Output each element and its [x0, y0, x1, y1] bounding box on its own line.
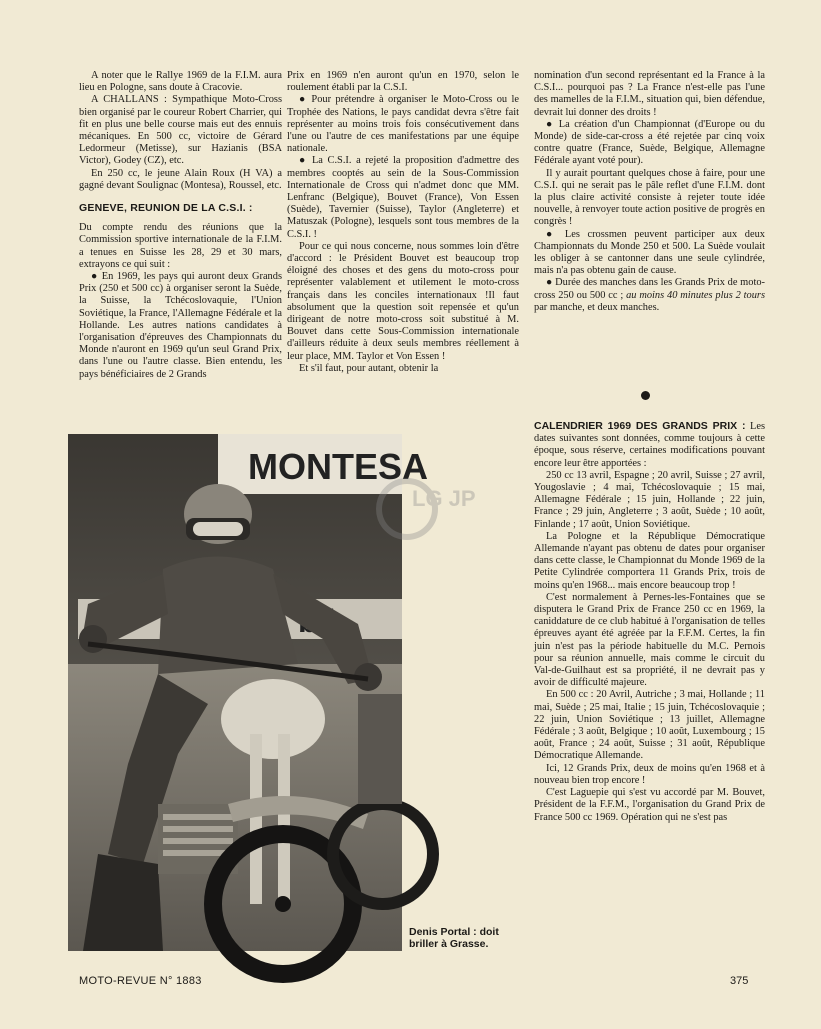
rider-photo: [68, 434, 428, 951]
column-3-calendar: [534, 420, 765, 824]
watermark-text: LG JP: [412, 486, 476, 511]
paragraph: En 500 cc : 20 Avril, Autriche ; 3 mai, Hollande ; 11 mai, Suède ; 25 mai, Italie ; 15 juin, Tchécoslovaquie ; 22 juin, Union Soviétique ; 13 juillet, Allemagne Fédérale ; 3 août, Belgique ; 10 août, Luxembourg ; 15 août, France ; 24 août, Suisse ; 31 août, République Démocratique Allemande.: [534, 689, 765, 762]
paragraph: Il y aurait pourtant quelques chose à faire, pour une C.S.I. qui ne serait pas le pâle reflet d'une F.I.M. dont la plus claire activité consiste à rejeter toute idée nouvelle, à renvoyer toute action positive de progrès en congrès !: [534, 167, 765, 228]
paragraph: nomination d'un second représentant ed la France à la C.S.I... pourquoi pas ? La France n'est-elle pas l'une des mamelles de la F.I.M., situation qui, bien défendue, devrait lui donner des droits !: [534, 70, 765, 118]
footer-page-number: 375: [730, 975, 749, 987]
bullet-paragraph: [287, 155, 519, 240]
paragraph-text: par manche, et deux manches.: [534, 301, 660, 313]
paragraph: [534, 420, 765, 470]
column-2: [287, 70, 519, 375]
photo-caption: Denis Portal : doit briller à Grasse.: [409, 926, 499, 950]
footer-magazine-issue: MOTO-REVUE N° 1883: [79, 975, 202, 987]
paragraph: A CHALLANS : Sympathique Moto-Cross bien organisé par le coureur Robert Charrier, qui fit en plus une belle course mais eut des ennuis mécaniques. En 500 cc, victoire de Gérard Ledormeur (Metisse), sur Hazianis (BSA Victor), Godey (CZ), etc.: [79, 94, 282, 167]
paragraph-text: Pour prétendre à organiser le Moto-Cross ou le Trophée des Nations, le pays candidat devra s'être fait représenter au moins trois fois consécutivement dans l'une ou l'autre de ces manifestations par une équipe nationale.: [287, 94, 519, 155]
paragraph: 250 cc 13 avril, Espagne ; 20 avril, Suisse ; 27 avril, Yougoslavie ; 4 mai, Tchécoslovaquie ; 15 mai, Allemagne Fédérale ; 15 juin, Hollande ; 22 juin, France ; 29 juin, Angleterre ; 3 août, Suède ; 10 août, Finlande ; 17 août, Union Soviétique.: [534, 469, 765, 530]
section-heading-calendrier: CALENDRIER 1969 DES GRANDS PRIX :: [534, 420, 746, 432]
paragraph-text: Les dates suivantes sont données, comme toujours à cette époque, sous réserve, certaines modifications pouvant encore leur être apportées :: [534, 421, 766, 469]
bullet-icon: ●: [299, 155, 308, 167]
column-1: [79, 70, 282, 381]
bullet-icon: ●: [299, 94, 308, 106]
paragraph-text: Durée des manches dans les Grands Prix de moto-cross 250 ou 500 cc ;: [534, 277, 765, 301]
paragraph: En 250 cc, le jeune Alain Roux (H VA) a gagné devant Soulignac (Montesa), Roussel, etc.: [79, 167, 282, 191]
bullet-icon: ●: [546, 228, 558, 240]
paragraph: A noter que le Rallye 1969 de la F.I.M. aura lieu en Pologne, sans doute à Cracovie.: [79, 70, 282, 94]
section-separator-dot: [641, 391, 650, 400]
section-heading-geneve: GENEVE, REUNION DE LA C.S.I. :: [79, 202, 253, 215]
rider-photo-image: [68, 434, 428, 951]
paragraph-text: Les crossmen peuvent participer aux deux Championnats du Monde 250 et 500. La Suède voulait les obliger à se cantonner dans une seule cylindrée, mais n'a pas obtenu gain de cause.: [534, 228, 765, 277]
paragraph-text: La création d'un Championnat (d'Europe ou du Monde) de side-car-cross a été rejetée par cinq voix contre quatre (France, Suède, Belgique, Allemagne Fédérale ayant voté pour).: [534, 118, 765, 167]
column-3: [534, 70, 765, 314]
paragraph: La Pologne et la République Démocratique Allemande n'ayant pas obtenu de dates pour organiser dans cette classe, le Championnat du Monde 1969 de la Petite Cylindrée comportera 11 Grands Prix, trois de moins qu'en 1968... mais encore beaucoup trop !: [534, 530, 765, 591]
bullet-paragraph: [287, 94, 519, 155]
bullet-icon: ●: [91, 271, 99, 283]
paragraph: Pour ce qui nous concerne, nous sommes loin d'être d'accord : le Président Bouvet est beaucoup trop éloigné des choses et des gens du moto-cross pour représenter valablement et utilement le moto-cross français dans les conciles internationaux !Il faut absolument que la question soit repensée et qu'un dirigeant de notre moto-cross soit substitué à M. Bouvet dans cette Sous-Commission internationale d'ailleurs réduite à deux seuls membres réellement à leur place, MM. Taylor et Von Essen !: [287, 240, 519, 362]
paragraph: Ici, 12 Grands Prix, deux de moins qu'en 1968 et à nouveau bien trop encore !: [534, 762, 765, 786]
bullet-paragraph: [534, 119, 765, 168]
banner-text: MONTESA: [248, 446, 428, 487]
bullet-paragraph: [534, 229, 765, 278]
paragraph: Prix en 1969 n'en auront qu'un en 1970, selon le roulement établi par la C.S.I.: [287, 70, 519, 94]
paragraph: C'est normalement à Pernes-les-Fontaines que se disputera le Grand Prix de France 250 cc en 1969, la caniddature de ce club habitué à l'organisation de telles épreuves ayant été agréée par la F.F.M. Certes, la fin juin n'est pas la période habituelle du M.C. Pernois pour sa réunion annuelle, mais comme le circuit du Val-de-Guilhaut est sa propriété, il ne devrait pas y avoir de difficulté majeure.: [534, 591, 765, 689]
bullet-paragraph: [79, 271, 282, 381]
paragraph: Du compte rendu des réunions que la Commission sportive internationale de la F.I.M. a tenues en Suisse les 28, 29 et 30 mars, extrayons ce qui suit :: [79, 222, 282, 270]
paragraph: Et s'il faut, pour autant, obtenir la: [299, 362, 439, 374]
emphasis-text: au moins 40 minutes plus 2 tours: [626, 289, 765, 301]
paragraph-text: La C.S.I. a rejeté la proposition d'admettre des membres cooptés au sein de la Sous-Commission Internationale de Cross qui n'admet donc que MM. Lenfranc (Belgique), Bouvet (France), Von Essen (Suède), Tavernier (Suisse), Taylor (Angleterre) et Matuszak (Pologne), lesquels sont tous membres de la C.S.I. !: [287, 155, 519, 240]
bullet-icon: ●: [546, 118, 555, 130]
watermark-logo: [372, 474, 476, 544]
bullet-paragraph: [534, 277, 765, 314]
paragraph: C'est Laguepie qui s'est vu accordé par M. Bouvet, Président de la F.F.M., l'organisation du Grand Prix de France 500 cc 1969. Opération qui ne s'est pas: [534, 787, 765, 823]
paragraph-text: En 1969, les pays qui auront deux Grands Prix (250 et 500 cc) à organiser seront la Suède, la Suisse, la Tchécoslovaquie, l'Union Soviétique, la France, l'Allemagne Fédérale et la Hollande. Les autres nations candidates à l'organisation d'épreuves des Championnats du Monde n'auront en 1969 qu'un seul Grand Prix, dans l'une ou l'autre classe. Bien entendu, les pays bénéficiaires de 2 Grands: [79, 271, 282, 380]
bullet-icon: ●: [546, 277, 553, 289]
